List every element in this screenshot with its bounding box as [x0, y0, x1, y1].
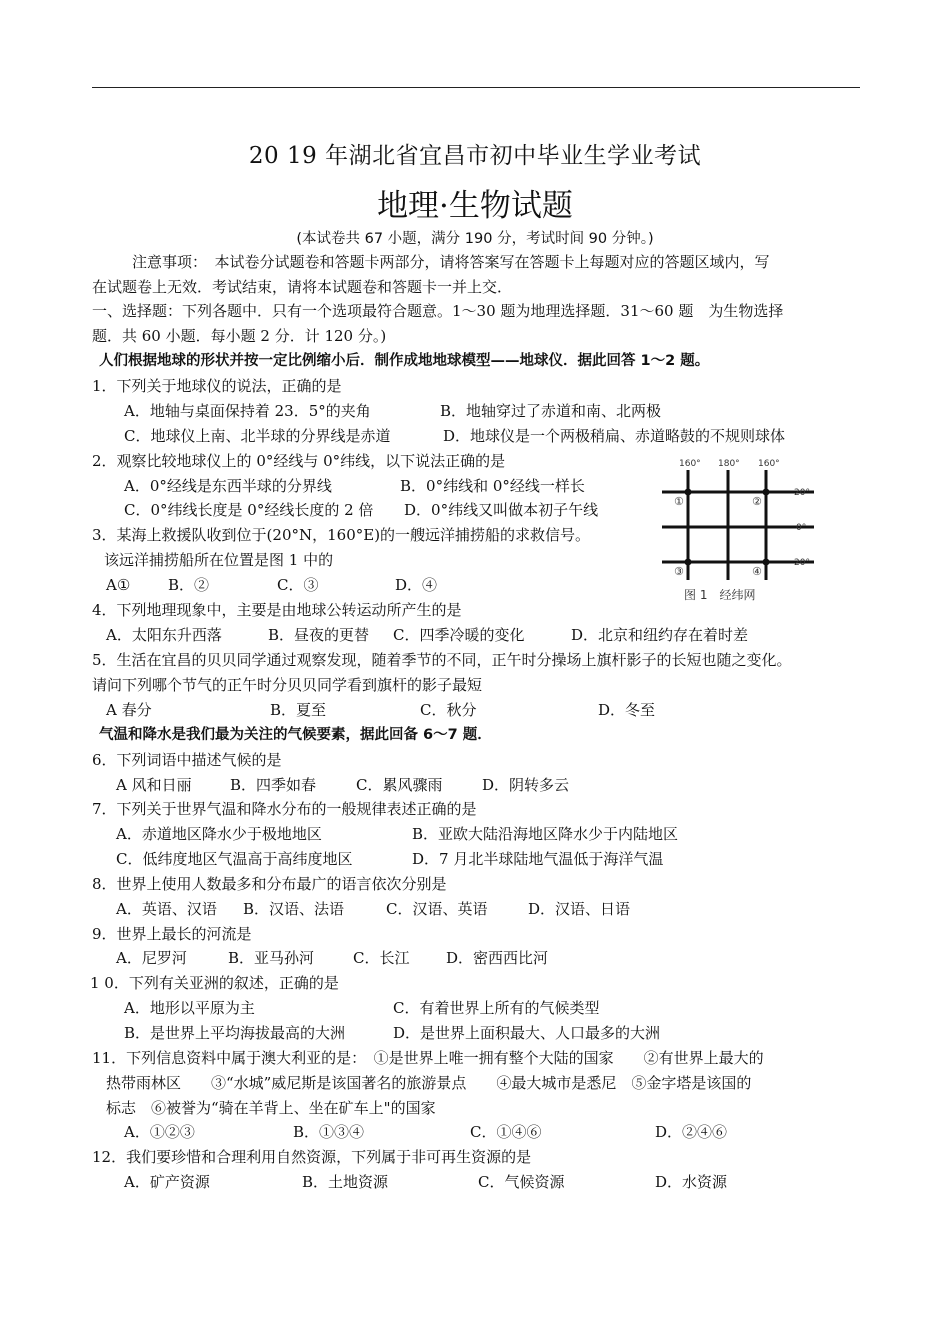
- grid-point-2-dot: [763, 489, 770, 496]
- q6-stem: 6．下列词语中描述气候的是: [92, 751, 282, 769]
- q8-stem: 8．世界上使用人数最多和分布最广的语言依次分别是: [92, 875, 447, 893]
- q2-option-b: B．0°纬线和 0°经线一样长: [400, 477, 585, 495]
- label-right-0: 0°: [796, 523, 807, 533]
- q5-stem: 5．生活在宜昌的贝贝同学通过观察发现，随着季节的不同，正午时分操场上旗杆影子的长短也随之变化。: [92, 651, 792, 669]
- q8-option-b: B．汉语、法语: [243, 900, 345, 918]
- grid-lines: [662, 470, 814, 580]
- q10-option-d: D．是世界上面积最大、人口最多的大洲: [393, 1024, 661, 1042]
- grid-point-3-label: ③: [674, 565, 684, 578]
- exam-title: 20 19 年湖北省宜昌市初中毕业生学业考试: [248, 143, 702, 169]
- q9-stem: 9．世界上最长的河流是: [92, 925, 252, 943]
- q10-option-a: A．地形以平原为主: [124, 999, 255, 1017]
- q9-option-b: B．亚马孙河: [228, 949, 315, 967]
- q5-option-a: A 春分: [106, 701, 152, 719]
- grid-point-4-label: ④: [752, 565, 762, 578]
- q8-option-d: D．汉语、日语: [528, 900, 631, 918]
- q5-stem2: 请问下列哪个节气的正午时分贝贝同学看到旗杆的影子最短: [92, 676, 483, 694]
- grid-point-4-dot: [763, 559, 770, 566]
- q1-stem: 1．下列关于地球仪的说法，正确的是: [92, 377, 342, 395]
- q7-option-d: D．7 月北半球陆地气温低于海洋气温: [412, 850, 664, 868]
- figure1-caption: 图 1 经纬网: [684, 588, 756, 602]
- q3-option-b: B．②: [168, 576, 210, 594]
- grid-point-1-dot: [685, 489, 692, 496]
- paper-title: 地理·生物试题: [377, 188, 573, 224]
- q7-stem: 7．下列关于世界气温和降水分布的一般规律表述正确的是: [92, 800, 477, 818]
- notice-line2: 在试题卷上无效．考试结束，请将本试题卷和答题卡一并上交．: [92, 278, 513, 296]
- q10-stem: 1 0．下列有关亚洲的叙述，正确的是: [90, 974, 339, 992]
- q6-option-a: A 风和日丽: [116, 776, 192, 794]
- q4-option-a: A．太阳东升西落: [106, 626, 222, 644]
- notice-line1: 注意事项： 本试卷分试题卷和答题卡两部分，请将答案写在答题卡上每题对应的答题区域内，写: [132, 253, 770, 271]
- label-top-180: 180°: [718, 459, 740, 469]
- q4-option-c: C．四季冷暖的变化: [393, 626, 525, 644]
- q1-option-b: B．地轴穿过了赤道和南、北两极: [440, 402, 662, 420]
- q5-option-c: C．秋分: [420, 701, 477, 719]
- q1-option-a: A．地轴与桌面保持着 23．5°的夹角: [124, 402, 371, 420]
- q5-option-d: D．冬至: [598, 701, 656, 719]
- intro-6-7: 气温和降水是我们最为关注的气候要素，据此回备 6～7 题．: [99, 727, 492, 743]
- q2-option-d: D．0°纬线又叫做本初子午线: [404, 501, 599, 519]
- q9-option-c: C．长江: [353, 949, 410, 967]
- q3-stem: 3．某海上救援队收到位于(20°N，160°E)的一艘远洋捕捞船的求救信号。: [92, 526, 591, 544]
- label-right-20n: 20°: [794, 488, 810, 498]
- header-rule: [92, 87, 860, 88]
- q9-option-d: D．密西西比河: [446, 949, 549, 967]
- q2-stem: 2．观察比较地球仪上的 0°经线与 0°纬线，以下说法正确的是: [92, 452, 506, 470]
- q6-option-c: C．累风骤雨: [356, 776, 443, 794]
- q11-line1: 11．下列信息资料中属于澳大利亚的是： ①是世界上唯一拥有整个大陆的国家 ②有世界上最大的: [92, 1049, 764, 1067]
- q11-option-d: D．②④⑥: [655, 1123, 728, 1141]
- q12-stem: 12．我们要珍惜和合理利用自然资源，下列属于非可再生资源的是: [92, 1148, 532, 1166]
- q10-option-b: B．是世界上平均海拔最高的大洲: [124, 1024, 346, 1042]
- q6-option-d: D．阴转多云: [482, 776, 570, 794]
- q11-line2: 热带雨林区 ③“水城”威尼斯是该国著名的旅游景点 ④最大城市是悉尼 ⑤金字塔是该国的: [106, 1074, 752, 1092]
- q3-option-c: C．③: [277, 576, 319, 594]
- q5-option-b: B．夏至: [270, 701, 327, 719]
- q3-stem2: 该远洋捕捞船所在位置是图 1 中的: [104, 551, 334, 569]
- q6-option-b: B．四季如春: [230, 776, 317, 794]
- q8-option-a: A．英语、汉语: [116, 900, 217, 918]
- q11-option-a: A．①②③: [124, 1123, 195, 1141]
- q10-option-c: C．有着世界上所有的气候类型: [393, 999, 600, 1017]
- q9-option-a: A．尼罗河: [116, 949, 187, 967]
- q7-option-b: B．亚欧大陆沿海地区降水少于内陆地区: [412, 825, 679, 843]
- q11-option-b: B．①③④: [293, 1123, 365, 1141]
- q12-option-d: D．水资源: [655, 1173, 728, 1191]
- intro-1-2: 人们根据地球的形状并按一定比例缩小后．制作成地地球模型——地球仪．据此回答 1～2 题。: [99, 353, 710, 369]
- figure1-lat-lon-grid: [648, 452, 828, 602]
- section1-line1: 一、选择题：下列各题中．只有一个选项最符合题意。1～30 题为地理选择题．31～60 题 为生物选择: [92, 302, 784, 320]
- q7-option-c: C．低纬度地区气温高于高纬度地区: [116, 850, 353, 868]
- label-right-20s: 20°: [794, 558, 810, 568]
- q1-option-d: D．地球仪是一个两极稍扁、赤道略鼓的不规则球体: [443, 427, 786, 445]
- q4-stem: 4．下列地理现象中，主要是由地球公转运动所产生的是: [92, 601, 462, 619]
- label-top-160w: 160°: [758, 459, 780, 469]
- q8-option-c: C．汉语、英语: [386, 900, 488, 918]
- q2-option-a: A．0°经线是东西半球的分界线: [124, 477, 332, 495]
- q12-option-c: C．气候资源: [478, 1173, 565, 1191]
- label-top-160e: 160°: [679, 459, 701, 469]
- q7-option-a: A．赤道地区降水少于极地地区: [116, 825, 322, 843]
- q4-option-b: B．昼夜的更替: [268, 626, 370, 644]
- paper-subtitle: (本试卷共 67 小题，满分 190 分，考试时间 90 分钟。): [296, 231, 654, 247]
- q1-option-c: C．地球仪上南、北半球的分界线是赤道: [124, 427, 391, 445]
- q11-option-c: C．①④⑥: [470, 1123, 542, 1141]
- section1-line2: 题．共 60 小题．每小题 2 分．计 120 分。): [92, 327, 387, 345]
- grid-point-2-label: ②: [752, 495, 762, 508]
- q3-option-d: D．④: [395, 576, 438, 594]
- q12-option-a: A．矿产资源: [124, 1173, 210, 1191]
- q12-option-b: B．土地资源: [302, 1173, 389, 1191]
- q2-option-c: C．0°纬线长度是 0°经线长度的 2 倍: [124, 501, 374, 519]
- grid-point-3-dot: [685, 559, 692, 566]
- q11-line3: 标志 ⑥被誉为“骑在羊背上、坐在矿车上"的国家: [106, 1099, 436, 1117]
- grid-point-1-label: ①: [674, 495, 684, 508]
- q3-option-a: A①: [106, 576, 131, 594]
- q4-option-d: D．北京和纽约存在着时差: [571, 626, 749, 644]
